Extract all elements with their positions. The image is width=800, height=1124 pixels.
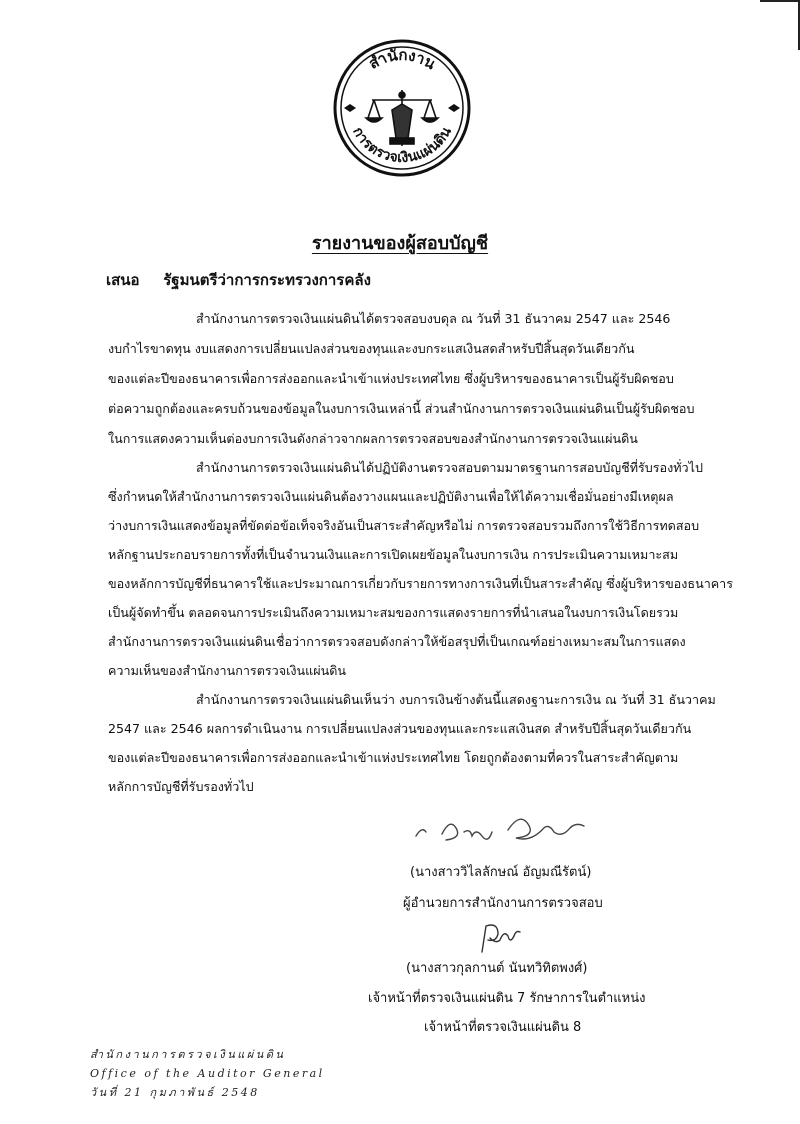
addressee <box>106 268 371 292</box>
signatory-1-name: (นางสาววิไลลักษณ์ อัญมณีรัตน์) <box>410 865 592 880</box>
paragraph-1-line: สำนักงานการตรวจเงินแผ่นดินได้ตรวจสอบงบดุล ณ วันที่ 31 ธันวาคม 2547 และ 2546 <box>196 311 671 326</box>
paragraph-2-line: สำนักงานการตรวจเงินแผ่นดินเชื่อว่าการตรวจสอบดังกล่าวให้ข้อสรุปที่เป็นเกณฑ์อย่างเหมาะสมในการแสดง <box>108 634 686 649</box>
addressee-name: รัฐมนตรีว่าการกระทรวงการคลัง <box>163 271 371 289</box>
scan-edge-mark <box>760 0 800 2</box>
footer-office-en: Office of the Auditor General <box>90 1067 325 1080</box>
signature-image <box>412 812 602 852</box>
signatory-1-title: ผู้อำนวยการสำนักงานการตรวจสอบ <box>403 896 603 911</box>
paragraph-3-line: ของแต่ละปีของธนาคารเพื่อการส่งออกและนำเข้าแห่งประเทศไทย โดยถูกต้องตามที่ควรในสาระสำคัญตาม <box>108 750 679 765</box>
paragraph-3-line: สำนักงานการตรวจเงินแผ่นดินเห็นว่า งบการเงินข้างต้นนี้แสดงฐานะการเงิน ณ วันที่ 31 ธันวาคม <box>196 692 716 707</box>
paragraph-2-line: ความเห็นของสำนักงานการตรวจเงินแผ่นดิน <box>108 663 347 678</box>
initials-signature-image <box>476 918 526 958</box>
footer-date: วันที่ 21 กุมภาพันธ์ 2548 <box>90 1086 260 1099</box>
paragraph-2-line: หลักฐานประกอบรายการทั้งที่เป็นจำนวนเงินและการเปิดเผยข้อมูลในงบการเงิน การประเมินความเหมาะสม <box>108 547 679 562</box>
paragraph-1-line: ในการแสดงความเห็นต่องบการเงินดังกล่าวจากผลการตรวจสอบของสำนักงานการตรวจเงินแผ่นดิน <box>108 431 638 446</box>
paragraph-2-line: เป็นผู้จัดทำขึ้น ตลอดจนการประเมินถึงความเหมาะสมของการแสดงรายการที่นำเสนอในงบการเงินโดยรวม <box>108 605 679 620</box>
report-title: รายงานของผู้สอบบัญชี <box>311 233 489 254</box>
paragraph-2-line: ว่างบการเงินแสดงข้อมูลที่ขัดต่อข้อเท็จจริงอันเป็นสาระสำคัญหรือไม่ การตรวจสอบรวมถึงการใช้วิธีการทดสอบ <box>108 518 700 533</box>
paragraph-2-line: ซึ่งกำหนดให้สำนักงานการตรวจเงินแผ่นดินต้องวางแผนและปฏิบัติงานเพื่อให้ได้ความเชื่อมั่นอย่างมีเหตุผล <box>108 489 674 504</box>
scales-icon <box>366 90 438 146</box>
seal-text-bottom: การตรวจเงินแผ่นดิน <box>349 124 455 167</box>
seal-text-top: สำนักงาน <box>365 45 439 74</box>
paragraph-1-line: งบกำไรขาดทุน งบแสดงการเปลี่ยนแปลงส่วนของทุนและงบกระแสเงินสดสำหรับปีสิ้นสุดวันเดียวกัน <box>108 341 635 356</box>
paragraph-1-line: ของแต่ละปีของธนาคารเพื่อการส่งออกและนำเข้าแห่งประเทศไทย ซึ่งผู้บริหารของธนาคารเป็นผู้รับผิดชอบ <box>108 371 674 386</box>
addressee-label: เสนอ <box>106 271 140 289</box>
paragraph-3-line: หลักการบัญชีที่รับรองทั่วไป <box>108 779 254 794</box>
svg-text:สำนักงาน <box>366 46 439 74</box>
footer-office-th: สำนักงานการตรวจเงินแผ่นดิน <box>90 1048 286 1061</box>
auditor-general-seal <box>332 38 472 178</box>
paragraph-2-line: ของหลักการบัญชีที่ธนาคารใช้และประมาณการเกี่ยวกับรายการทางการเงินที่เป็นสาระสำคัญ ซึ่งผู้บริหารของธนาคาร <box>108 576 734 591</box>
paragraph-1-line: ต่อความถูกต้องและครบถ้วนของข้อมูลในงบการเงินเหล่านี้ ส่วนสำนักงานการตรวจเงินแผ่นดินเป็นผู้รับผิดชอบ <box>108 401 695 416</box>
signatory-2-title: เจ้าหน้าที่ตรวจเงินแผ่นดิน 7 รักษาการในตำแหน่ง <box>368 991 646 1006</box>
paragraph-3-line: 2547 และ 2546 ผลการดำเนินงาน การเปลี่ยนแปลงส่วนของทุนและกระแสเงินสด สำหรับปีสิ้นสุดวันเดียวกัน <box>108 721 692 736</box>
paragraph-2-line: สำนักงานการตรวจเงินแผ่นดินได้ปฏิบัติงานตรวจสอบตามมาตรฐานการสอบบัญชีที่รับรองทั่วไป <box>196 460 703 475</box>
signatory-2-name: (นางสาวกุลกานต์ นันทวิทิตพงศ์) <box>406 961 588 976</box>
signatory-2-acting-title: เจ้าหน้าที่ตรวจเงินแผ่นดิน 8 <box>424 1020 582 1035</box>
